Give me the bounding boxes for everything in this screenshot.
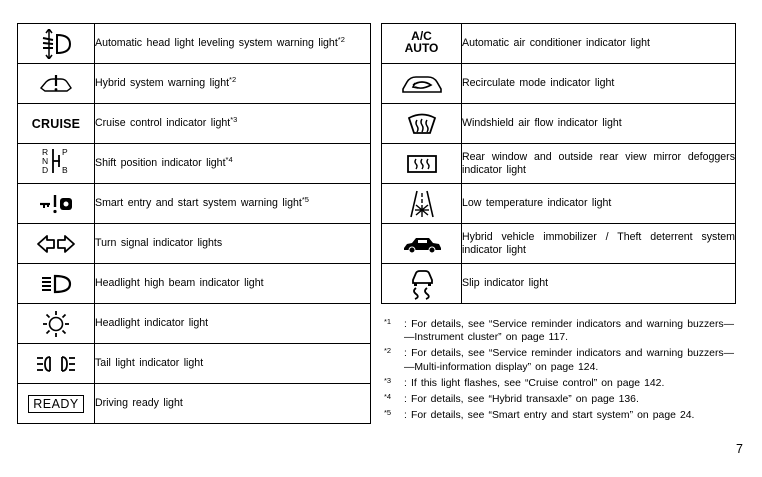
icon-cell — [18, 224, 95, 264]
row-description: Cruise control indicator light$^{*3}$ — [95, 104, 371, 144]
icon-cell — [382, 104, 462, 144]
icon-cell — [18, 264, 95, 304]
high-beam-icon — [40, 274, 72, 294]
row-description: Automatic head light leveling system warning light$^{*2}$ — [95, 24, 371, 64]
icon-cell — [18, 64, 95, 104]
row-description: Driving ready light — [95, 384, 371, 424]
table-row — [18, 344, 371, 384]
table-row — [18, 384, 371, 424]
table-row — [18, 64, 371, 104]
icon-cell — [18, 144, 95, 184]
icon-cell — [382, 144, 462, 184]
low-temperature-icon — [407, 189, 437, 219]
footnote-item: $^{*1}$ : For details, see “Service reminder indicators and warning buzzers— —Instrument cluster” on page 117. — [384, 317, 734, 344]
rear-defogger-icon — [405, 152, 439, 176]
table-row — [382, 104, 736, 144]
icon-cell — [382, 224, 462, 264]
table-row — [382, 264, 736, 304]
page-number: 7 — [736, 442, 743, 456]
windshield-air-flow-icon — [406, 112, 438, 136]
icon-cell — [18, 384, 95, 424]
table-row — [382, 24, 736, 64]
row-description: Shift position indicator light$^{*4}$ — [95, 144, 371, 184]
table-row — [18, 144, 371, 184]
table-row — [382, 224, 736, 264]
recirculate-icon — [400, 73, 444, 95]
tail-light-icon — [36, 354, 76, 374]
ac-auto-icon: A/C AUTO — [404, 29, 439, 55]
footnote-item: $^{*2}$ : For details, see “Service reminder indicators and warning buzzers— —Multi-information display” on page 124. — [384, 346, 734, 373]
table-row — [382, 144, 736, 184]
row-description: Rear window and outside rear view mirror defoggers indicator light — [462, 144, 736, 184]
ready-text-icon: READY — [28, 395, 84, 413]
immobilizer-car-icon — [402, 234, 442, 254]
smart-key-icon — [38, 193, 74, 215]
table-row — [18, 264, 371, 304]
footnote-item: $^{*4}$ : For details, see “Hybrid transaxle” on page 136. — [384, 392, 639, 406]
footnote-item: $^{*3}$ : If this light flashes, see “Cruise control” on page 142. — [384, 375, 665, 389]
table-row — [18, 24, 371, 64]
row-description: Slip indicator light — [462, 264, 736, 304]
row-description: Hybrid vehicle immobilizer / Theft deterrent system indicator light — [462, 224, 736, 264]
row-description: Automatic air conditioner indicator light — [462, 24, 736, 64]
icon-cell — [382, 64, 462, 104]
cruise-text-icon: CRUISE — [31, 116, 81, 131]
row-description: Smart entry and start system warning light$^{*5}$ — [95, 184, 371, 224]
row-description: Windshield air flow indicator light — [462, 104, 736, 144]
headlight-leveling-warning-icon — [40, 29, 72, 59]
row-description: Headlight indicator light — [95, 304, 371, 344]
row-description: Recirculate mode indicator light — [462, 64, 736, 104]
right-indicator-table — [381, 23, 736, 304]
hybrid-system-warning-icon — [39, 73, 73, 95]
headlight-icon — [40, 309, 72, 339]
table-row — [18, 224, 371, 264]
slip-indicator-icon — [407, 268, 437, 300]
icon-cell — [382, 264, 462, 304]
row-description: Tail light indicator light — [95, 344, 371, 384]
left-indicator-table — [17, 23, 371, 424]
icon-cell — [18, 104, 95, 144]
icon-cell — [18, 184, 95, 224]
table-row — [18, 104, 371, 144]
icon-cell — [18, 344, 95, 384]
turn-signal-icon — [36, 233, 76, 255]
table-row — [18, 184, 371, 224]
icon-cell — [18, 24, 95, 64]
icon-cell — [382, 184, 462, 224]
table-row — [382, 184, 736, 224]
row-description: Headlight high beam indicator light — [95, 264, 371, 304]
shift-position-icon: R P N D B — [42, 147, 68, 175]
icon-cell — [382, 24, 462, 64]
row-description: Low temperature indicator light — [462, 184, 736, 224]
row-description: Turn signal indicator lights — [95, 224, 371, 264]
icon-cell — [18, 304, 95, 344]
row-description: Hybrid system warning light$^{*2}$ — [95, 64, 371, 104]
footnote-item: $^{*5}$ : For details, see “Smart entry and start system” on page 24. — [384, 408, 695, 422]
table-row — [382, 64, 736, 104]
table-row — [18, 304, 371, 344]
footnotes — [384, 318, 734, 425]
